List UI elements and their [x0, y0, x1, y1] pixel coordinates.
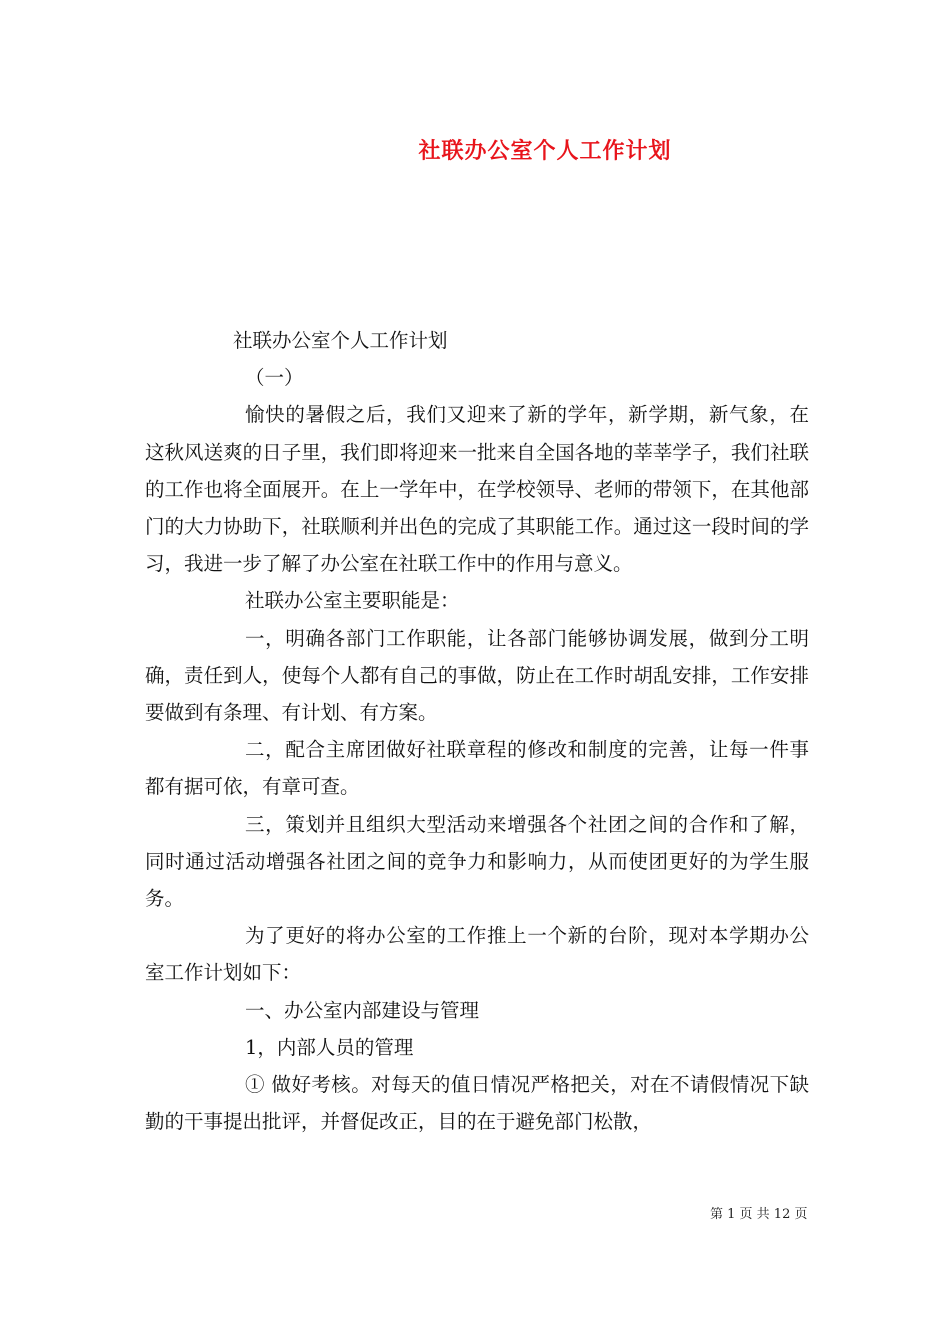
- paragraph: 一，明确各部门工作职能，让各部门能够协调发展，做到分工明确，责任到人，使每个人都有自己的事做，防止在工作时胡乱安排，工作安排要做到有条理、有计划、有方案。: [145, 626, 809, 725]
- paragraph: 二，配合主席团做好社联章程的修改和制度的完善，让每一件事都有据可依，有章可查。: [145, 738, 809, 799]
- section-heading: 一、办公室内部建设与管理: [245, 998, 480, 1022]
- page-title: 社联办公室个人工作计划: [418, 138, 672, 164]
- paragraph: 社联办公室主要职能是：: [245, 589, 460, 613]
- section-number: （一）: [245, 366, 304, 390]
- page-footer: 第 1 页 共 12 页: [710, 1207, 808, 1222]
- paragraph: ① 做好考核。对每天的值日情况严格把关，对在不请假情况下缺勤的干事提出批评，并督促改正，目的在于避免部门松散，: [145, 1073, 809, 1134]
- paragraph: 愉快的暑假之后，我们又迎来了新的学年，新学期，新气象，在这秋风送爽的日子里，我们即将迎来一批来自全国各地的莘莘学子，我们社联的工作也将全面展开。在上一学年中，在学校领导、老师的带领下，在其他部门的大力协助下，社联顺利并出色的完成了其职能工作。通过这一段时间的学习，我进一步了解了办公室在社联工作中的作用与意义。: [145, 403, 809, 576]
- paragraph: 三，策划并且组织大型活动来增强各个社团之间的合作和了解，同时通过活动增强各社团之间的竞争力和影响力，从而使团更好的为学生服务。: [145, 812, 809, 911]
- document-body: [145, 322, 809, 1140]
- document-title-line: 社联办公室个人工作计划: [233, 329, 448, 352]
- paragraph: 为了更好的将办公室的工作推上一个新的台阶，现对本学期办公室工作计划如下：: [145, 924, 809, 985]
- subsection-heading: 1，内部人员的管理: [245, 1035, 414, 1059]
